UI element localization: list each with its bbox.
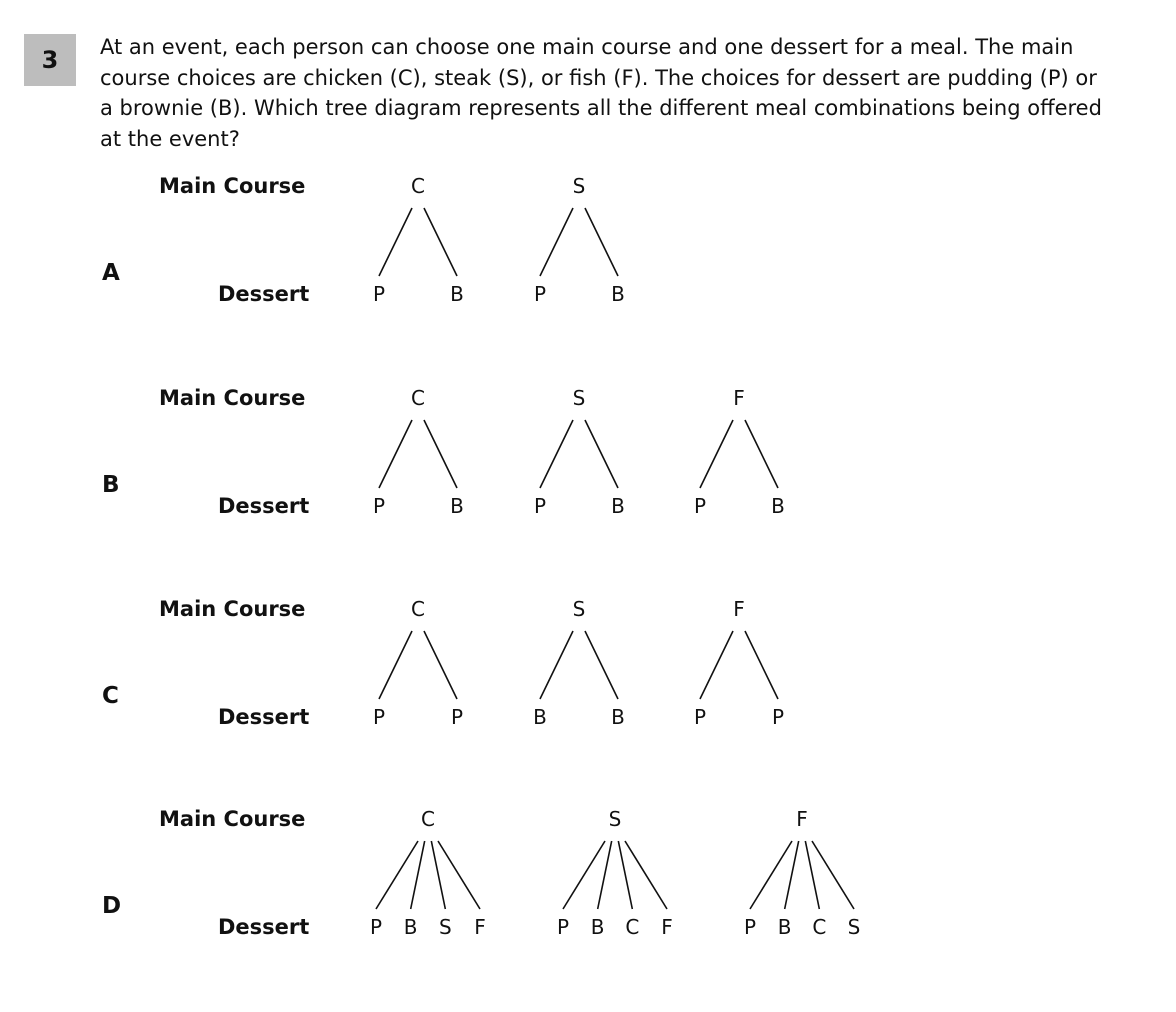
option-letter: A bbox=[102, 260, 120, 286]
tree-root-node: F bbox=[733, 386, 745, 410]
dessert-label: Dessert bbox=[218, 705, 310, 729]
main-course-label: Main Course bbox=[159, 174, 306, 198]
tree-child-node: B bbox=[590, 915, 605, 939]
tree-child-node: P bbox=[771, 705, 785, 729]
main-course-label: Main Course bbox=[159, 807, 306, 831]
tree-child-node: C bbox=[812, 915, 827, 939]
tree-child-node: S bbox=[438, 915, 452, 939]
tree-child-node: B bbox=[611, 282, 625, 306]
tree-child-node: C bbox=[625, 915, 640, 939]
tree-root-node: S bbox=[572, 597, 586, 621]
tree-child-node: F bbox=[661, 915, 673, 939]
tree-child-node: P bbox=[369, 915, 383, 939]
option-letter: B bbox=[102, 472, 120, 498]
tree-root-node: S bbox=[572, 386, 586, 410]
tree-root-node: S bbox=[608, 807, 622, 831]
tree-child-node: B bbox=[450, 494, 464, 518]
tree-root-node: C bbox=[421, 807, 435, 831]
tree-child-node: P bbox=[450, 705, 464, 729]
tree-child-node: P bbox=[533, 282, 547, 306]
tree-child-node: P bbox=[743, 915, 757, 939]
question-stem: At an event, each person can choose one main course and one dessert for a meal. The main course choices are chicken (C), steak (S), or fish (F). The choices for dessert are pudding (P) or a brownie (B). Which tree diagram represents all the different meal combinations being offered at the event? bbox=[100, 35, 1102, 151]
tree-child-node: B bbox=[450, 282, 464, 306]
tree-child-node: P bbox=[556, 915, 570, 939]
tree-root-node: C bbox=[411, 174, 425, 198]
tree-child-node: B bbox=[611, 494, 625, 518]
dessert-label: Dessert bbox=[218, 915, 310, 939]
tree-child-node: B bbox=[777, 915, 792, 939]
dessert-label: Dessert bbox=[218, 282, 310, 306]
tree-child-node: P bbox=[372, 282, 386, 306]
tree-child-node: B bbox=[403, 915, 418, 939]
tree-root-node: F bbox=[796, 807, 808, 831]
tree-root-node: F bbox=[733, 597, 745, 621]
main-course-label: Main Course bbox=[159, 597, 306, 621]
tree-child-node: P bbox=[693, 494, 707, 518]
question-number: 3 bbox=[24, 34, 76, 86]
option-letter: D bbox=[102, 893, 122, 919]
tree-root-node: C bbox=[411, 386, 425, 410]
tree-child-node: P bbox=[533, 494, 547, 518]
tree-child-node: B bbox=[533, 705, 547, 729]
tree-child-node: P bbox=[372, 494, 386, 518]
tree-child-node: B bbox=[771, 494, 785, 518]
tree-root-node: S bbox=[572, 174, 586, 198]
tree-child-node: P bbox=[372, 705, 386, 729]
tree-child-node: P bbox=[693, 705, 707, 729]
tree-child-node: B bbox=[611, 705, 625, 729]
tree-child-node: S bbox=[847, 915, 861, 939]
tree-root-node: C bbox=[411, 597, 425, 621]
option-letter: C bbox=[102, 683, 119, 709]
dessert-label: Dessert bbox=[218, 494, 310, 518]
tree-child-node: F bbox=[474, 915, 486, 939]
main-course-label: Main Course bbox=[159, 386, 306, 410]
